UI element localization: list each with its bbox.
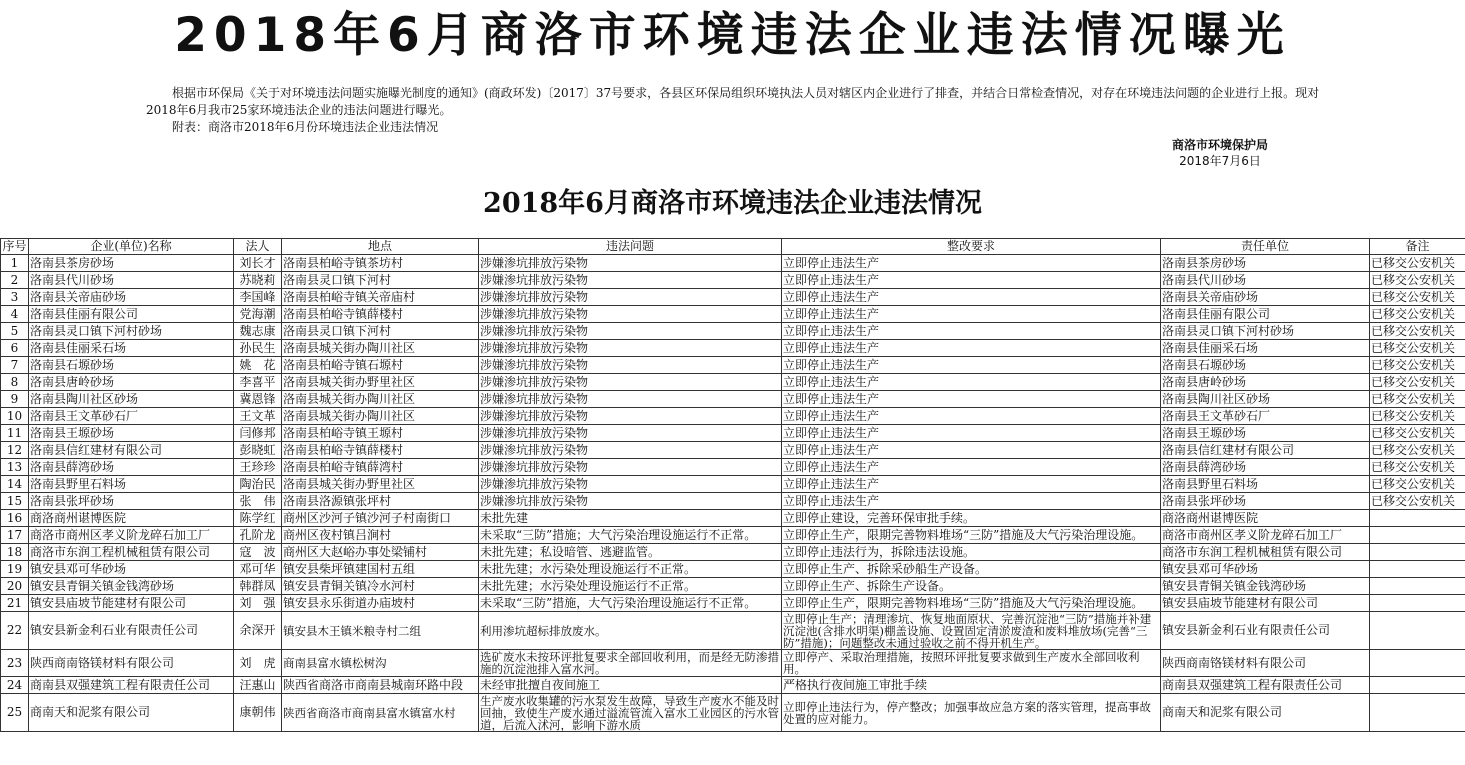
- cell-requirement: 立即停产、采取治理措施，按照环评批复要求做到生产废水全部回收利用。: [782, 650, 1161, 677]
- cell-issue: 未批先建；水污染处理设施运行不正常。: [479, 561, 782, 578]
- cell-no: 7: [1, 357, 29, 374]
- cell-name: 洛南县王文革砂石厂: [29, 408, 234, 425]
- table-row: [1, 442, 1465, 459]
- cell-unit: 洛南县佳丽有限公司: [1161, 306, 1370, 323]
- cell-no: 17: [1, 527, 29, 544]
- cell-note: [1370, 544, 1465, 561]
- cell-requirement: 立即停止违法生产: [782, 374, 1161, 391]
- cell-issue: 未采取“三防”措施；大气污染治理设施运行不正常。: [479, 527, 782, 544]
- table-row: [1, 595, 1465, 612]
- cell-requirement: 立即停止违法生产: [782, 476, 1161, 493]
- cell-note: 已移交公安机关: [1370, 255, 1465, 272]
- cell-rep: 康朝伟: [234, 694, 282, 732]
- table-row: [1, 255, 1465, 272]
- cell-unit: 洛南县佳丽采石场: [1161, 340, 1370, 357]
- cell-unit: 商洛市东润工程机械租赁有限公司: [1161, 544, 1370, 561]
- cell-name: 商洛市东润工程机械租赁有限公司: [29, 544, 234, 561]
- cell-location: 洛南县洛源镇张坪村: [282, 493, 479, 510]
- cell-no: 5: [1, 323, 29, 340]
- cell-location: 陕西省商洛市商南县富水镇富水村: [282, 694, 479, 732]
- cell-no: 8: [1, 374, 29, 391]
- cell-no: 24: [1, 677, 29, 694]
- cell-no: 15: [1, 493, 29, 510]
- table-row: [1, 289, 1465, 306]
- cell-requirement: 立即停止违法生产: [782, 425, 1161, 442]
- cell-issue: 涉嫌渗坑排放污染物: [479, 289, 782, 306]
- cell-issue: 未经审批擅自夜间施工: [479, 677, 782, 694]
- cell-note: [1370, 612, 1465, 650]
- cell-no: 14: [1, 476, 29, 493]
- cell-issue: 涉嫌渗坑排放污染物: [479, 391, 782, 408]
- cell-rep: 孔阶龙: [234, 527, 282, 544]
- cell-issue: 未批先建；私设暗管、逃避监管。: [479, 544, 782, 561]
- cell-location: 洛南县柏峪寺镇薛楼村: [282, 442, 479, 459]
- cell-location: 洛南县城关街办野里社区: [282, 374, 479, 391]
- cell-location: 镇安县永乐街道办庙坡村: [282, 595, 479, 612]
- cell-rep: 魏志康: [234, 323, 282, 340]
- cell-rep: 党海潮: [234, 306, 282, 323]
- cell-issue: 未批先建: [479, 510, 782, 527]
- cell-note: [1370, 510, 1465, 527]
- col-header-location: 地点: [282, 239, 479, 255]
- cell-note: 已移交公安机关: [1370, 289, 1465, 306]
- cell-issue: 涉嫌渗坑排放污染物: [479, 459, 782, 476]
- cell-location: 商州区大赵峪办事处梁铺村: [282, 544, 479, 561]
- col-header-name: 企业(单位)名称: [29, 239, 234, 255]
- cell-name: 镇安县庙坡节能建材有限公司: [29, 595, 234, 612]
- table-row: [1, 306, 1465, 323]
- cell-location: 商州区夜村镇吕涧村: [282, 527, 479, 544]
- cell-requirement: 立即停止违法生产: [782, 289, 1161, 306]
- cell-requirement: 立即停止违法生产: [782, 306, 1161, 323]
- cell-requirement: 立即停止生产、拆除生产设备。: [782, 578, 1161, 595]
- col-header-requirement: 整改要求: [782, 239, 1161, 255]
- cell-issue: 未采取“三防”措施，大气污染治理设施运行不正常。: [479, 595, 782, 612]
- cell-note: [1370, 595, 1465, 612]
- cell-name: 镇安县新金利石业有限责任公司: [29, 612, 234, 650]
- cell-no: 22: [1, 612, 29, 650]
- cell-unit: 商洛商州谌博医院: [1161, 510, 1370, 527]
- cell-requirement: 立即停止生产、拆除采砂船生产设备。: [782, 561, 1161, 578]
- cell-unit: 洛南县薛湾砂场: [1161, 459, 1370, 476]
- table-row: [1, 340, 1465, 357]
- cell-unit: 洛南县关帝庙砂场: [1161, 289, 1370, 306]
- cell-rep: 王文革: [234, 408, 282, 425]
- cell-rep: 姚 花: [234, 357, 282, 374]
- cell-name: 镇安县青铜关镇金钱湾砂场: [29, 578, 234, 595]
- cell-unit: 洛南县陶川社区砂场: [1161, 391, 1370, 408]
- cell-rep: 寇 波: [234, 544, 282, 561]
- cell-requirement: 立即停止违法生产: [782, 442, 1161, 459]
- cell-issue: 涉嫌渗坑排放污染物: [479, 272, 782, 289]
- cell-requirement: 立即停止违法生产: [782, 357, 1161, 374]
- banner-title: 2018年6月商洛市环境违法企业违法情况曝光: [174, 8, 1291, 63]
- cell-requirement: 立即停止违法生产: [782, 323, 1161, 340]
- cell-location: 陕西省商洛市商南县城南环路中段: [282, 677, 479, 694]
- cell-rep: 刘 虎: [234, 650, 282, 677]
- cell-issue: 利用渗坑超标排放废水。: [479, 612, 782, 650]
- cell-issue: 涉嫌渗坑排放污染物: [479, 442, 782, 459]
- cell-location: 洛南县灵口镇下河村: [282, 323, 479, 340]
- cell-requirement: 严格执行夜间施工审批手续: [782, 677, 1161, 694]
- cell-note: [1370, 694, 1465, 732]
- cell-unit: 商南县双强建筑工程有限责任公司: [1161, 677, 1370, 694]
- cell-no: 18: [1, 544, 29, 561]
- col-header-no: 序号: [2, 239, 27, 253]
- cell-no: 3: [1, 289, 29, 306]
- cell-issue: 涉嫌渗坑排放污染物: [479, 255, 782, 272]
- table-row: [1, 544, 1465, 561]
- cell-no: 21: [1, 595, 29, 612]
- cell-name: 商南县双强建筑工程有限责任公司: [29, 677, 234, 694]
- cell-name: 洛南县灵口镇下河村砂场: [29, 323, 234, 340]
- cell-no: 11: [1, 425, 29, 442]
- cell-note: [1370, 527, 1465, 544]
- cell-note: 已移交公安机关: [1370, 323, 1465, 340]
- cell-location: 洛南县柏峪寺镇薛楼村: [282, 306, 479, 323]
- cell-location: 商南县富水镇松树沟: [282, 650, 479, 677]
- signature-date: 2018年7月6日: [1179, 154, 1261, 168]
- cell-requirement: 立即停止生产，限期完善物料堆场“三防”措施及大气污染治理设施。: [782, 595, 1161, 612]
- table-row: [1, 510, 1465, 527]
- cell-rep: 苏晓莉: [234, 272, 282, 289]
- cell-no: 12: [1, 442, 29, 459]
- cell-issue: 未批先建；水污染处理设施运行不正常。: [479, 578, 782, 595]
- cell-note: 已移交公安机关: [1370, 340, 1465, 357]
- cell-name: 洛南县张坪砂场: [29, 493, 234, 510]
- table-row: [1, 527, 1465, 544]
- table-row: [1, 357, 1465, 374]
- cell-note: 已移交公安机关: [1370, 306, 1465, 323]
- table-row: [1, 374, 1465, 391]
- cell-note: 已移交公安机关: [1370, 408, 1465, 425]
- cell-unit: 镇安县邓可华砂场: [1161, 561, 1370, 578]
- table-row: [1, 391, 1465, 408]
- cell-requirement: 立即停止违法生产: [782, 391, 1161, 408]
- signature-org: 商洛市环境保护局: [1171, 138, 1268, 152]
- cell-note: 已移交公安机关: [1370, 425, 1465, 442]
- cell-issue: 涉嫌渗坑排放污染物: [479, 374, 782, 391]
- cell-name: 洛南县代川砂场: [29, 272, 234, 289]
- cell-location: 洛南县柏峪寺镇王塬村: [282, 425, 479, 442]
- col-header-rep: 法人: [234, 239, 282, 255]
- cell-rep: 闫修邦: [234, 425, 282, 442]
- intro-paragraph: 根据市环保局《关于对环境违法问题实施曝光制度的通知》(商政环发)〔2017〕37号要求，各县区环保局组织环境执法人员对辖区内企业进行了排查，并结合日常检查情况，对存在环境违法问题的企业进行上报。现对2018年6月我市25家环境违法企业的违法问题进行曝光。: [146, 86, 1320, 117]
- cell-issue: 涉嫌渗坑排放污染物: [479, 340, 782, 357]
- cell-no: 10: [1, 408, 29, 425]
- cell-name: 洛南县薛湾砂场: [29, 459, 234, 476]
- cell-rep: 余深开: [234, 612, 282, 650]
- table-header-row: [1, 239, 1465, 255]
- cell-requirement: 立即停止违法生产: [782, 493, 1161, 510]
- cell-note: 已移交公安机关: [1370, 459, 1465, 476]
- cell-issue: 涉嫌渗坑排放污染物: [479, 493, 782, 510]
- table-row: [1, 694, 1465, 732]
- cell-name: 商南天和泥浆有限公司: [29, 694, 234, 732]
- cell-no: 13: [1, 459, 29, 476]
- cell-name: 洛南县佳丽采石场: [29, 340, 234, 357]
- cell-name: 洛南县信红建材有限公司: [29, 442, 234, 459]
- cell-issue: 涉嫌渗坑排放污染物: [479, 357, 782, 374]
- cell-location: 洛南县灵口镇下河村: [282, 272, 479, 289]
- cell-requirement: 立即停止违法生产: [782, 408, 1161, 425]
- cell-requirement: 立即停止违法生产: [782, 255, 1161, 272]
- cell-requirement: 立即停止违法生产: [782, 272, 1161, 289]
- cell-unit: 洛南县茶房砂场: [1161, 255, 1370, 272]
- col-header-issue: 违法问题: [479, 239, 782, 255]
- cell-no: 1: [1, 255, 29, 272]
- cell-rep: 陈学红: [234, 510, 282, 527]
- col-header-note: 备注: [1370, 239, 1465, 255]
- cell-note: 已移交公安机关: [1370, 391, 1465, 408]
- cell-unit: 洛南县代川砂场: [1161, 272, 1370, 289]
- cell-rep: 陶治民: [234, 476, 282, 493]
- table-row: [1, 272, 1465, 289]
- cell-location: 镇安县柴坪镇建国村五组: [282, 561, 479, 578]
- table-row: [1, 476, 1465, 493]
- cell-location: 商州区沙河子镇沙河子村南街口: [282, 510, 479, 527]
- table-row: [1, 408, 1465, 425]
- cell-requirement: 立即停止生产；清理渗坑、恢复地面原状、完善沉淀池“三防”措施并补建沉淀池(含排水明渠)棚盖设施、设置固定清淤废渣和废料堆放场(完善“三防”措施)；问题整改未通过验收之前不得开机生产。: [782, 612, 1161, 650]
- cell-name: 陕西商南铬镁材料有限公司: [29, 650, 234, 677]
- cell-name: 洛南县野里石料场: [29, 476, 234, 493]
- cell-name: 商洛市商州区孝义阶龙碎石加工厂: [29, 527, 234, 544]
- cell-note: [1370, 650, 1465, 677]
- table-title: 2018年6月商洛市环境违法企业违法情况: [483, 188, 982, 219]
- cell-unit: 洛南县信红建材有限公司: [1161, 442, 1370, 459]
- cell-unit: 镇安县庙坡节能建材有限公司: [1161, 595, 1370, 612]
- cell-unit: 洛南县王文革砂石厂: [1161, 408, 1370, 425]
- cell-location: 洛南县城关街办陶川社区: [282, 408, 479, 425]
- cell-rep: 孙民生: [234, 340, 282, 357]
- table-row: [1, 425, 1465, 442]
- cell-issue: 涉嫌渗坑排放污染物: [479, 476, 782, 493]
- cell-unit: 洛南县唐岭砂场: [1161, 374, 1370, 391]
- table-row: [1, 650, 1465, 677]
- cell-rep: 王珍珍: [234, 459, 282, 476]
- cell-rep: 刘 强: [234, 595, 282, 612]
- col-header-unit: 责任单位: [1161, 239, 1370, 255]
- cell-requirement: 立即停止违法生产: [782, 459, 1161, 476]
- cell-note: 已移交公安机关: [1370, 374, 1465, 391]
- cell-note: 已移交公安机关: [1370, 357, 1465, 374]
- cell-name: 洛南县茶房砂场: [29, 255, 234, 272]
- cell-no: 4: [1, 306, 29, 323]
- cell-issue: 选矿废水未按环评批复要求全部回收利用，而是经无防渗措施的沉淀池排入富水河。: [479, 650, 782, 677]
- table-row: [1, 578, 1465, 595]
- cell-name: 洛南县陶川社区砂场: [29, 391, 234, 408]
- cell-note: 已移交公安机关: [1370, 476, 1465, 493]
- cell-requirement: 立即停止违法行为，停产整改；加强事故应急方案的落实管理，提高事故处置的应对能力。: [782, 694, 1161, 732]
- cell-rep: 刘长才: [234, 255, 282, 272]
- cell-note: [1370, 578, 1465, 595]
- cell-location: 洛南县柏峪寺镇关帝庙村: [282, 289, 479, 306]
- cell-rep: 韩群凤: [234, 578, 282, 595]
- cell-note: 已移交公安机关: [1370, 272, 1465, 289]
- cell-no: 19: [1, 561, 29, 578]
- cell-unit: 商洛市商州区孝义阶龙碎石加工厂: [1161, 527, 1370, 544]
- cell-name: 商洛商州谌博医院: [29, 510, 234, 527]
- cell-rep: 彭晓虹: [234, 442, 282, 459]
- cell-location: 镇安县青铜关镇冷水河村: [282, 578, 479, 595]
- cell-requirement: 立即停止违法生产: [782, 340, 1161, 357]
- cell-issue: 涉嫌渗坑排放污染物: [479, 306, 782, 323]
- cell-issue: 涉嫌渗坑排放污染物: [479, 323, 782, 340]
- violations-table: [0, 238, 1465, 732]
- cell-issue: 涉嫌渗坑排放污染物: [479, 425, 782, 442]
- cell-unit: 洛南县王塬砂场: [1161, 425, 1370, 442]
- cell-location: 洛南县柏峪寺镇石塬村: [282, 357, 479, 374]
- cell-requirement: 立即停止违法行为，拆除违法设施。: [782, 544, 1161, 561]
- table-row: [1, 612, 1465, 650]
- cell-no: 9: [1, 391, 29, 408]
- cell-no: 20: [1, 578, 29, 595]
- cell-name: 洛南县佳丽有限公司: [29, 306, 234, 323]
- table-row: [1, 677, 1465, 694]
- cell-name: 洛南县唐岭砂场: [29, 374, 234, 391]
- cell-location: 镇安县木王镇米粮寺村二组: [282, 612, 479, 650]
- cell-unit: 洛南县张坪砂场: [1161, 493, 1370, 510]
- cell-name: 洛南县石塬砂场: [29, 357, 234, 374]
- cell-no: 25: [1, 694, 29, 732]
- cell-unit: 洛南县石塬砂场: [1161, 357, 1370, 374]
- cell-unit: 镇安县青铜关镇金钱湾砂场: [1161, 578, 1370, 595]
- cell-issue: 涉嫌渗坑排放污染物: [479, 408, 782, 425]
- cell-no: 6: [1, 340, 29, 357]
- cell-unit: 洛南县灵口镇下河村砂场: [1161, 323, 1370, 340]
- cell-unit: 洛南县野里石料场: [1161, 476, 1370, 493]
- cell-note: 已移交公安机关: [1370, 442, 1465, 459]
- cell-rep: 冀恩锋: [234, 391, 282, 408]
- cell-note: 已移交公安机关: [1370, 493, 1465, 510]
- cell-rep: 邓可华: [234, 561, 282, 578]
- table-row: [1, 493, 1465, 510]
- cell-note: [1370, 561, 1465, 578]
- cell-requirement: 立即停止生产，限期完善物料堆场“三防”措施及大气污染治理设施。: [782, 527, 1161, 544]
- cell-location: 洛南县柏峪寺镇薛湾村: [282, 459, 479, 476]
- cell-name: 洛南县王塬砂场: [29, 425, 234, 442]
- cell-issue: 生产废水收集罐的污水泵发生故障，导致生产废水不能及时回抽，致使生产废水通过溢流管流入富水工业园区的污水管道，后流入沭河，影响下游水质: [479, 694, 782, 732]
- cell-no: 16: [1, 510, 29, 527]
- cell-rep: 李国峰: [234, 289, 282, 306]
- cell-note: [1370, 677, 1465, 694]
- cell-name: 洛南县关帝庙砂场: [29, 289, 234, 306]
- table-row: [1, 323, 1465, 340]
- cell-location: 洛南县城关街办野里社区: [282, 476, 479, 493]
- cell-no: 23: [1, 650, 29, 677]
- cell-location: 洛南县柏峪寺镇茶坊村: [282, 255, 479, 272]
- attachment-note: 附表：商洛市2018年6月份环境违法企业违法情况: [172, 120, 439, 134]
- cell-location: 洛南县城关街办陶川社区: [282, 391, 479, 408]
- cell-requirement: 立即停止建设，完善环保审批手续。: [782, 510, 1161, 527]
- cell-unit: 商南天和泥浆有限公司: [1161, 694, 1370, 732]
- cell-location: 洛南县城关街办陶川社区: [282, 340, 479, 357]
- cell-no: 2: [1, 272, 29, 289]
- cell-rep: 张 伟: [234, 493, 282, 510]
- cell-rep: 李喜平: [234, 374, 282, 391]
- cell-rep: 汪惠山: [234, 677, 282, 694]
- cell-unit: 镇安县新金利石业有限责任公司: [1161, 612, 1370, 650]
- table-row: [1, 561, 1465, 578]
- cell-name: 镇安县邓可华砂场: [29, 561, 234, 578]
- table-row: [1, 459, 1465, 476]
- cell-unit: 陕西商南铬镁材料有限公司: [1161, 650, 1370, 677]
